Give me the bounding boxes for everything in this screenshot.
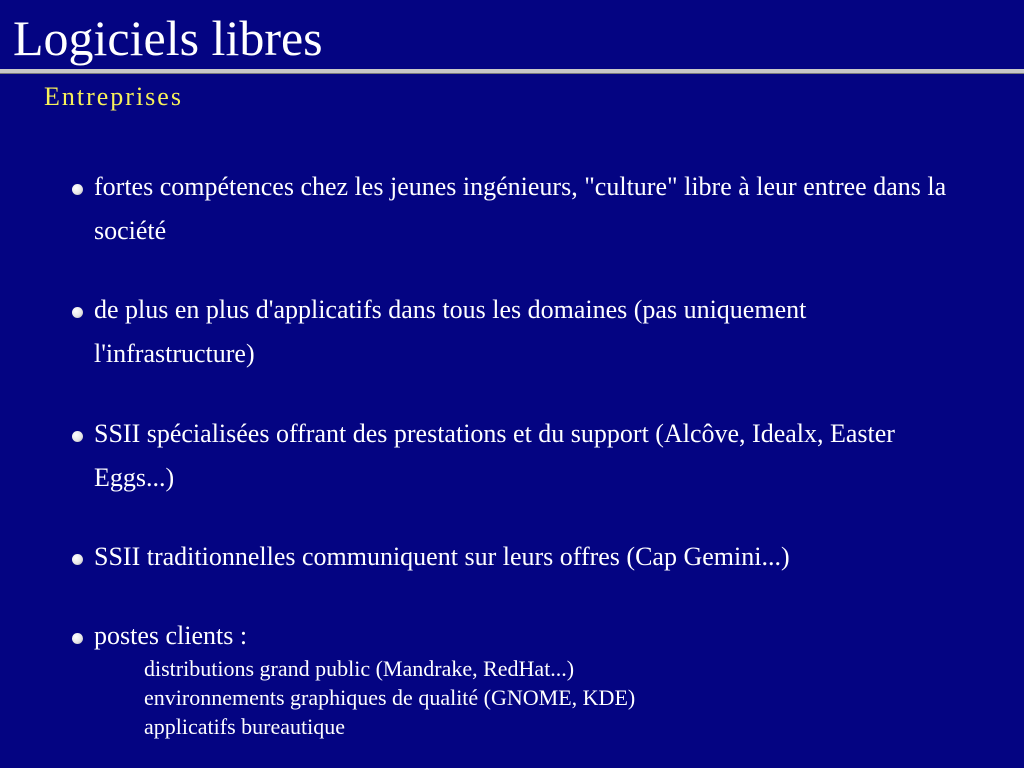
slide-subtitle: Entreprises: [44, 82, 183, 111]
bullet-dot-icon: [72, 307, 83, 318]
sub-list-item: applicatifs bureautique: [144, 714, 345, 739]
bullet-dot-icon: [72, 554, 83, 565]
title-divider: [0, 69, 1024, 74]
slide-title: Logiciels libres: [13, 10, 323, 66]
sub-list: [144, 654, 635, 741]
sub-list-item: environnements graphiques de qualité (GNOME, KDE): [144, 685, 636, 710]
bullet-dot-icon: [72, 184, 83, 195]
sub-list-item: distributions grand public (Mandrake, RedHat...): [144, 656, 575, 681]
bullet-dot-icon: [72, 431, 83, 442]
bullet-text: fortes compétences chez les jeunes ingénieurs, "culture" libre à leur entree dans la société: [94, 172, 947, 245]
bullet-text: postes clients :: [94, 621, 248, 650]
bullet-dot-icon: [72, 633, 83, 644]
bullet-text: SSII spécialisées offrant des prestations et du support (Alcôve, Idealx, Easter Eggs...): [94, 419, 895, 492]
bullet-text: de plus en plus d'applicatifs dans tous les domaines (pas uniquement l'infrastructure): [94, 295, 807, 368]
bullet-text: SSII traditionnelles communiquent sur leurs offres (Cap Gemini...): [94, 542, 790, 571]
